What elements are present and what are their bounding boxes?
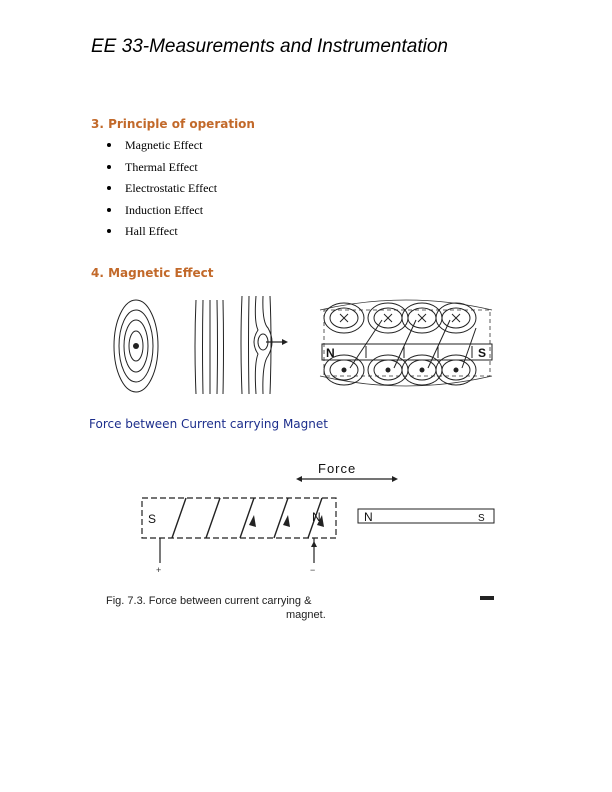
force-figure [100,455,500,625]
solenoid-field-figure [316,288,498,398]
bullet-icon [107,143,111,147]
solenoid-pole-s: S [478,346,487,360]
bullet-icon [107,229,111,233]
figure-caption-line2: magnet. [286,609,326,621]
list-item: Electrostatic Effect [107,179,217,201]
bullet-icon [107,186,111,190]
svg-text:+: + [156,565,162,575]
concentric-field-figure [112,296,176,400]
magnet-pole-s: S [478,513,485,524]
list-item: Thermal Effect [107,158,217,180]
section-heading-magnetic: 4. Magnetic Effect [91,266,214,280]
parallel-field-figure [192,296,226,400]
solenoid-pole-n: N [326,346,335,360]
section-heading-principle: 3. Principle of operation [91,117,255,131]
combined-field-figure [236,292,292,400]
list-item: Magnetic Effect [107,136,217,158]
magnet-pole-n: N [364,510,373,524]
force-label: Force [318,461,357,476]
bullet-icon [107,208,111,212]
principle-list [107,136,217,244]
list-item: Hall Effect [107,222,217,244]
bullet-icon [107,165,111,169]
list-item: Induction Effect [107,201,217,223]
figure-caption-line1: Fig. 7.3. Force between current carrying & [106,595,312,607]
force-caption: Force between Current carrying Magnet [89,417,328,431]
coil-pole-n: N [312,510,321,524]
coil-pole-s: S [148,512,157,526]
page-title: EE 33-Measurements and Instrumentation [91,36,448,57]
svg-text:−: − [310,565,316,575]
